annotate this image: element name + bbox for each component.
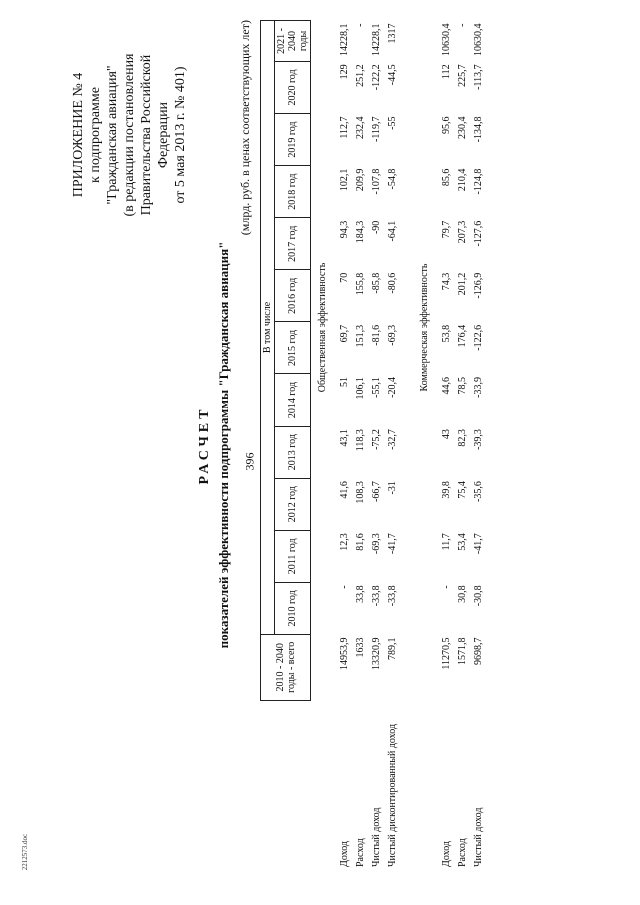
- value-cell: 81,6: [355, 533, 366, 551]
- appendix-line: от 5 мая 2013 г. № 401): [173, 66, 188, 204]
- year-header: 2021 - 2040 годы: [275, 21, 311, 62]
- year-header: 2016 год: [275, 270, 311, 322]
- value-cell: 225,7: [457, 64, 468, 87]
- value-cell: -69,3: [371, 533, 382, 555]
- table-row: [369, 21, 385, 871]
- section-title: Коммерческая эффективность: [419, 263, 430, 392]
- value-cell: -: [339, 585, 350, 589]
- rotated-page-content: [60, 20, 600, 870]
- total-cell: 789,1: [387, 637, 398, 660]
- row-label: Доход: [441, 841, 452, 867]
- appendix-line: "Гражданская авиация": [105, 65, 120, 205]
- value-cell: -33,9: [473, 376, 484, 398]
- appendix-line: к подпрограмме: [88, 87, 103, 183]
- value-cell: -54,8: [387, 168, 398, 190]
- value-cell: 79,7: [441, 220, 452, 239]
- value-cell: 10630,4: [441, 23, 452, 56]
- value-cell: 14228,1: [371, 23, 382, 56]
- row-label: Чистый доход: [371, 807, 382, 867]
- value-cell: 53,8: [441, 324, 452, 343]
- label-header-blank: [261, 700, 311, 870]
- value-cell: 230,4: [457, 116, 468, 140]
- value-cell: 51: [339, 376, 350, 387]
- total-header: 2010 - 2040 годы - всего: [261, 634, 311, 700]
- value-cell: 102,1: [339, 168, 350, 192]
- year-header: 2015 год: [275, 322, 311, 374]
- value-cell: 82,3: [457, 429, 468, 447]
- value-cell: 1317: [387, 23, 398, 44]
- value-cell: 41,6: [339, 481, 350, 499]
- table-row: [353, 21, 369, 871]
- table-row: [385, 21, 401, 871]
- value-cell: 251,2: [355, 64, 366, 87]
- value-cell: 75,4: [457, 481, 468, 499]
- table-row: [337, 21, 353, 871]
- value-cell: -75,2: [371, 429, 382, 450]
- year-header: 2019 год: [275, 114, 311, 166]
- units-note: (млрд. руб. в ценах соответствующих лет): [238, 20, 252, 236]
- row-label: Расход: [457, 838, 468, 867]
- value-cell: -41,7: [387, 533, 398, 555]
- value-cell: 207,3: [457, 220, 468, 244]
- value-cell: -113,7: [473, 64, 484, 90]
- row-label: Доход: [339, 841, 350, 867]
- value-cell: -80,6: [387, 272, 398, 294]
- value-cell: 70: [339, 272, 350, 283]
- value-cell: -126,9: [473, 272, 484, 299]
- value-cell: 210,4: [457, 168, 468, 192]
- value-cell: -31: [387, 481, 398, 495]
- value-cell: 10630,4: [473, 23, 484, 56]
- year-header: 2014 год: [275, 374, 311, 426]
- row-label: Чистый дисконтированный доход: [387, 723, 398, 867]
- appendix-header: [70, 20, 189, 250]
- value-cell: -81,6: [371, 324, 382, 346]
- table-header-row: [261, 21, 275, 871]
- value-cell: 232,4: [355, 116, 366, 140]
- section-title: Общественная эффективность: [317, 262, 328, 393]
- total-cell: 13320,9: [371, 637, 382, 670]
- value-cell: 184,3: [355, 220, 366, 244]
- value-cell: 30,8: [457, 585, 468, 603]
- row-label: Расход: [355, 838, 366, 867]
- appendix-line: (в редакции постановления: [122, 53, 137, 217]
- total-cell: 14953,9: [339, 637, 350, 670]
- including-header: В том числе: [261, 21, 275, 635]
- value-cell: 112,7: [339, 116, 350, 139]
- value-cell: 155,8: [355, 272, 366, 296]
- value-cell: -33,8: [371, 585, 382, 607]
- table-row: [455, 21, 471, 871]
- efficiency-table: [260, 20, 487, 870]
- value-cell: 106,1: [355, 376, 366, 400]
- value-cell: -124,8: [473, 168, 484, 195]
- value-cell: -20,4: [387, 376, 398, 398]
- year-header: 2012 год: [275, 478, 311, 530]
- section-row: [413, 21, 433, 871]
- value-cell: 43: [441, 429, 452, 440]
- value-cell: -107,8: [371, 168, 382, 195]
- year-header: 2013 год: [275, 426, 311, 478]
- value-cell: 112: [441, 64, 452, 80]
- value-cell: 78,5: [457, 376, 468, 395]
- year-header: 2020 год: [275, 61, 311, 113]
- appendix-line: Правительства Российской Федерации: [139, 54, 171, 216]
- total-cell: 11270,5: [441, 637, 452, 670]
- value-cell: -39,3: [473, 429, 484, 450]
- total-cell: 1571,8: [457, 637, 468, 665]
- value-cell: -64,1: [387, 220, 398, 242]
- value-cell: -90: [371, 220, 382, 235]
- document-title: РАСЧЕТ: [197, 405, 212, 485]
- value-cell: 129: [339, 64, 350, 80]
- value-cell: -119,7: [371, 116, 382, 142]
- value-cell: 201,2: [457, 272, 468, 296]
- value-cell: -35,6: [473, 481, 484, 503]
- value-cell: 209,9: [355, 168, 366, 192]
- value-cell: -85,8: [371, 272, 382, 294]
- value-cell: 176,4: [457, 324, 468, 348]
- value-cell: 108,3: [355, 481, 366, 504]
- value-cell: -: [457, 23, 468, 27]
- page-number: 396: [242, 452, 257, 471]
- value-cell: -33,8: [387, 585, 398, 607]
- value-cell: -: [441, 585, 452, 589]
- footer-doc-code: 2212573.doc: [21, 833, 29, 871]
- value-cell: 33,8: [355, 585, 366, 603]
- value-cell: 94,3: [339, 220, 350, 239]
- row-label: Чистый доход: [473, 807, 484, 867]
- total-cell: 9698,7: [473, 637, 484, 665]
- year-header: 2018 год: [275, 166, 311, 218]
- value-cell: 14228,1: [339, 23, 350, 56]
- value-cell: -122,2: [371, 64, 382, 91]
- table-row: [471, 21, 487, 871]
- value-cell: -: [355, 23, 366, 27]
- value-cell: 12,3: [339, 533, 350, 551]
- year-header: 2010 год: [275, 582, 311, 634]
- value-cell: 85,6: [441, 168, 452, 187]
- value-cell: -30,8: [473, 585, 484, 607]
- year-header: 2017 год: [275, 218, 311, 270]
- year-header: 2011 год: [275, 530, 311, 582]
- value-cell: -44,5: [387, 64, 398, 86]
- value-cell: 11,7: [441, 533, 452, 551]
- value-cell: 74,3: [441, 272, 452, 291]
- section-row: [311, 21, 332, 871]
- value-cell: -41,7: [473, 533, 484, 555]
- value-cell: -55,1: [371, 376, 382, 398]
- value-cell: 53,4: [457, 533, 468, 551]
- total-cell: 1633: [355, 637, 366, 658]
- value-cell: 44,6: [441, 376, 452, 395]
- value-cell: -55: [387, 116, 398, 130]
- value-cell: -127,6: [473, 220, 484, 247]
- value-cell: -122,6: [473, 324, 484, 351]
- table-body: [311, 21, 488, 871]
- document-subtitle: показателей эффективности подпрограммы "Гражданская авиация": [216, 241, 231, 649]
- value-cell: 69,7: [339, 324, 350, 343]
- value-cell: -134,8: [473, 116, 484, 143]
- value-cell: -69,3: [387, 324, 398, 346]
- value-cell: -32,7: [387, 429, 398, 450]
- spacer-row: [401, 21, 413, 871]
- appendix-line: ПРИЛОЖЕНИЕ № 4: [71, 72, 86, 198]
- value-cell: 39,8: [441, 481, 452, 499]
- value-cell: 118,3: [355, 429, 366, 452]
- value-cell: 95,6: [441, 116, 452, 135]
- table-row: [439, 21, 455, 871]
- value-cell: -66,7: [371, 481, 382, 503]
- value-cell: 43,1: [339, 429, 350, 447]
- value-cell: 151,3: [355, 324, 366, 348]
